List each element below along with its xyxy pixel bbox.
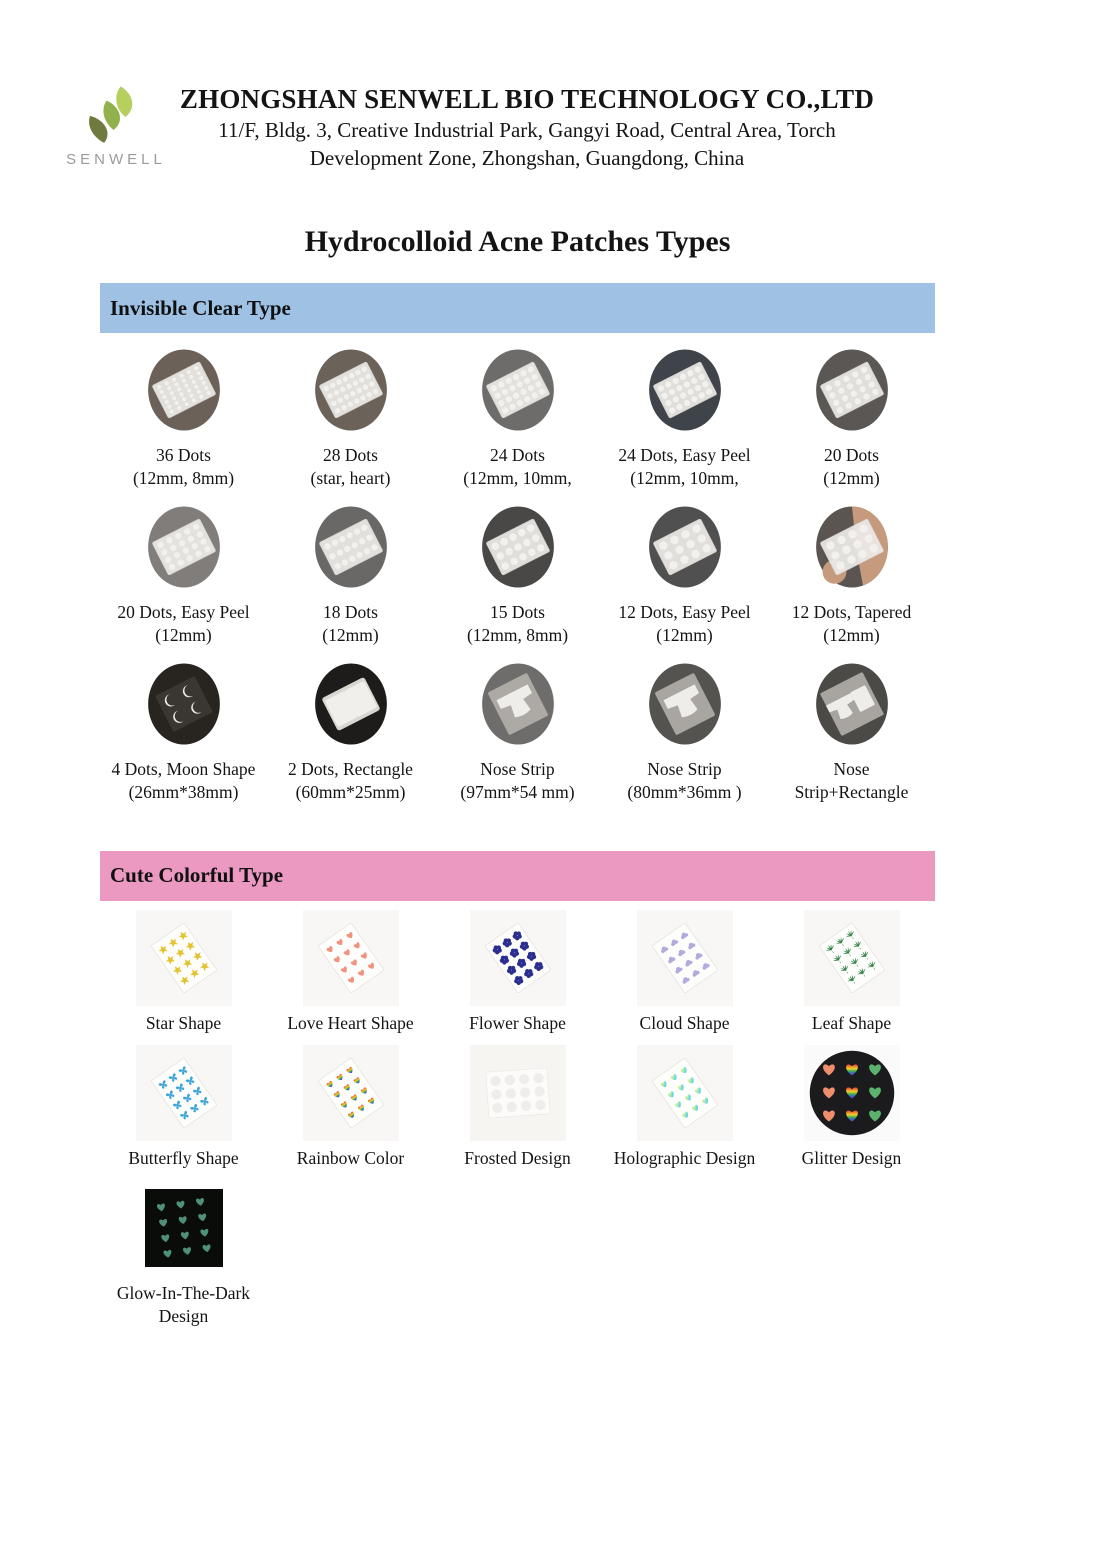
leaf-logo-icon (76, 84, 156, 150)
product-card (267, 1042, 434, 1177)
product-spec: (97mm*54 mm) (460, 782, 575, 803)
product-caption (297, 1147, 404, 1171)
product-card (434, 496, 601, 653)
product-title: 36 Dots (156, 445, 211, 465)
product-spec: (12mm, 10mm, (463, 468, 572, 489)
product-photo (472, 344, 564, 436)
product-grid (100, 907, 935, 1334)
product-caption (460, 758, 574, 804)
product-spec: (80mm*36mm ) (627, 782, 742, 803)
product-title: 28 Dots (323, 445, 378, 465)
product-photo-wrap (305, 343, 397, 437)
product-photo-wrap (804, 1046, 900, 1140)
product-title: Love Heart Shape (287, 1012, 414, 1033)
product-caption (640, 1012, 730, 1036)
senwell-logo (55, 84, 177, 168)
product-photo (470, 1045, 566, 1141)
product-title: Nose Strip (480, 759, 555, 780)
product-photo (806, 344, 898, 436)
product-photo (472, 501, 564, 593)
product-card (768, 907, 935, 1042)
product-spec: (12mm, 10mm, (630, 468, 739, 489)
product-title: 24 Dots (490, 445, 545, 465)
product-card (267, 496, 434, 653)
product-card (768, 496, 935, 653)
product-photo-wrap (305, 657, 397, 751)
product-title: Glow-In-The-Dark (116, 1282, 251, 1303)
product-title: Flower Shape (469, 1012, 566, 1033)
product-caption (133, 444, 234, 490)
product-photo-wrap (303, 911, 399, 1005)
product-photo (305, 344, 397, 436)
product-caption (792, 601, 911, 647)
product-spec: (12mm) (823, 468, 880, 489)
product-photo-wrap (145, 1181, 223, 1275)
product-photo (804, 910, 900, 1006)
product-photo (305, 501, 397, 593)
product-photo-wrap (136, 1046, 232, 1140)
product-photo-wrap (637, 1046, 733, 1140)
section-cute-colorful-type (0, 851, 1102, 1334)
product-spec: (60mm*25mm) (295, 782, 406, 803)
product-caption (627, 758, 741, 804)
product-photo-wrap (806, 343, 898, 437)
product-caption (117, 601, 249, 647)
product-spec: (12mm) (823, 625, 880, 646)
product-title: Frosted Design (464, 1147, 571, 1168)
product-photo (637, 1045, 733, 1141)
product-title: 20 Dots (824, 445, 879, 465)
company-address-line1: 11/F, Bldg. 3, Creative Industrial Park, Gangyi Road, Central Area, Torch (218, 118, 836, 142)
section-heading: Invisible Clear Type (100, 283, 935, 333)
product-card (100, 496, 267, 653)
product-title: Star Shape (145, 1012, 222, 1033)
product-card (100, 1177, 267, 1334)
product-photo-wrap (470, 911, 566, 1005)
product-photo-wrap (138, 657, 230, 751)
product-caption (322, 601, 378, 647)
product-caption (823, 444, 879, 490)
product-caption (812, 1012, 891, 1036)
product-photo-wrap (472, 343, 564, 437)
product-photo (639, 658, 731, 750)
product-photo-wrap (806, 657, 898, 751)
product-title: Butterfly Shape (128, 1147, 239, 1168)
product-photo (470, 910, 566, 1006)
product-caption (795, 758, 909, 804)
product-photo-wrap (639, 500, 731, 594)
product-photo-wrap (472, 500, 564, 594)
product-card (601, 496, 768, 653)
product-spec: (12mm) (322, 625, 379, 646)
product-photo (472, 658, 564, 750)
product-card (434, 1042, 601, 1177)
product-caption (618, 601, 750, 647)
product-title: 18 Dots (323, 602, 378, 623)
product-title: Holographic Design (613, 1147, 756, 1168)
section-invisible-clear-type (0, 283, 1102, 811)
product-photo-wrap (138, 343, 230, 437)
product-card (267, 339, 434, 496)
product-spec: (12mm) (155, 625, 212, 646)
product-card (601, 653, 768, 810)
product-caption (287, 1012, 413, 1036)
header-text (177, 84, 877, 171)
product-photo-wrap (303, 1046, 399, 1140)
product-caption (112, 758, 256, 804)
product-title: Nose Strip (647, 759, 722, 780)
product-title: Cloud Shape (639, 1012, 730, 1033)
logo-wordmark: SENWELL (66, 151, 166, 168)
product-card (434, 653, 601, 810)
product-card (601, 1042, 768, 1177)
product-photo (303, 1045, 399, 1141)
product-photo (806, 501, 898, 593)
product-card (100, 339, 267, 496)
page-title: Hydrocolloid Acne Patches Types (304, 225, 731, 258)
product-photo-wrap (472, 657, 564, 751)
product-title: 12 Dots, Tapered (791, 602, 912, 623)
product-caption (467, 601, 568, 647)
product-photo (303, 910, 399, 1006)
product-caption (128, 1147, 238, 1171)
product-title: Glitter Design (801, 1147, 902, 1168)
product-photo (136, 1045, 232, 1141)
product-card (768, 653, 935, 810)
company-header (0, 0, 1102, 171)
product-title: 2 Dots, Rectangle (288, 759, 413, 780)
product-title: Leaf Shape (811, 1012, 892, 1033)
product-photo (136, 910, 232, 1006)
product-photo-wrap (639, 343, 731, 437)
product-photo (806, 658, 898, 750)
product-photo-wrap (806, 500, 898, 594)
product-photo-wrap (804, 911, 900, 1005)
product-caption (117, 1282, 250, 1328)
product-title: Nose (833, 759, 870, 780)
product-photo (637, 910, 733, 1006)
product-caption (311, 444, 391, 490)
product-spec: Design (158, 1305, 209, 1326)
product-caption (802, 1147, 902, 1171)
product-spec: (12mm) (656, 625, 713, 646)
product-photo (639, 501, 731, 593)
product-title: 12 Dots, Easy Peel (618, 602, 751, 623)
product-photo (639, 344, 731, 436)
product-card (601, 907, 768, 1042)
product-photo-wrap (305, 500, 397, 594)
section-heading: Cute Colorful Type (100, 851, 935, 901)
product-photo (138, 501, 230, 593)
product-photo-wrap (136, 911, 232, 1005)
product-photo (804, 1045, 900, 1141)
product-card (100, 1042, 267, 1177)
product-photo (305, 658, 397, 750)
product-caption (469, 1012, 566, 1036)
product-card (601, 339, 768, 496)
product-card (434, 907, 601, 1042)
product-grid (100, 339, 935, 811)
product-title: 20 Dots, Easy Peel (117, 602, 250, 623)
product-caption (463, 444, 571, 490)
sections-container (0, 283, 1102, 1334)
product-photo (145, 1189, 223, 1267)
product-card (434, 339, 601, 496)
product-card (100, 907, 267, 1042)
product-photo-wrap (138, 500, 230, 594)
product-photo-wrap (637, 911, 733, 1005)
product-caption (618, 444, 750, 490)
product-photo (138, 658, 230, 750)
product-title: 4 Dots, Moon Shape (111, 759, 256, 780)
company-address-line2: Development Zone, Zhongshan, Guangdong, China (309, 146, 745, 170)
product-spec: (12mm, 8mm) (132, 468, 235, 489)
product-card (768, 1042, 935, 1177)
product-card (768, 339, 935, 496)
product-photo (138, 344, 230, 436)
product-title: Rainbow Color (296, 1147, 405, 1168)
product-spec: (12mm, 8mm) (466, 625, 569, 646)
product-caption (146, 1012, 221, 1036)
company-name: ZHONGSHAN SENWELL BIO TECHNOLOGY CO.,LTD (179, 84, 875, 114)
product-card (267, 653, 434, 810)
product-caption (464, 1147, 570, 1171)
product-photo-wrap (639, 657, 731, 751)
product-caption (614, 1147, 755, 1171)
product-spec: (star, heart) (310, 468, 391, 489)
product-spec: Strip+Rectangle (794, 782, 909, 803)
product-caption (288, 758, 413, 804)
product-photo-wrap (470, 1046, 566, 1140)
product-card (100, 653, 267, 810)
product-card (267, 907, 434, 1042)
product-title: 15 Dots (490, 602, 545, 623)
product-spec: (26mm*38mm) (128, 782, 239, 803)
product-title: 24 Dots, Easy Peel (618, 445, 751, 465)
